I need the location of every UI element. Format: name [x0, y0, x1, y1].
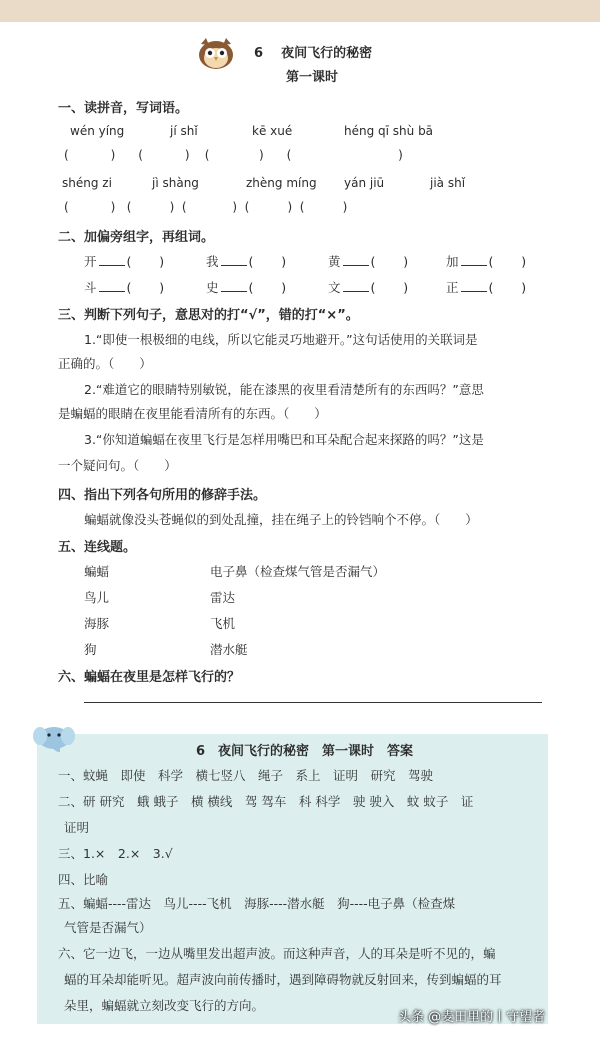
owl-icon	[196, 36, 236, 70]
q2-line2: 是蝙蝠的眼睛在夜里能看清所有的东西。（ ）	[58, 406, 327, 421]
pinyin-5: shéng zi	[62, 176, 112, 190]
answer-6-cont1: 蝠的耳朵却能听见。超声波向前传播时，遇到障碍物就反射回来，传到蝙蝠的耳	[64, 972, 502, 987]
top-banner	[0, 0, 600, 22]
q3-line2: 一个疑问句。（ ）	[58, 458, 177, 473]
section-5-title: 五、连线题。	[58, 540, 137, 555]
pinyin-2: jí shǐ	[170, 124, 198, 138]
elephant-icon	[32, 722, 76, 752]
q3-line1: 3.“你知道蝙蝠在夜里飞行是怎样用嘴巴和耳朵配合起来探路的吗？”这是	[84, 432, 484, 447]
section-1-title: 一、读拼音，写词语。	[58, 101, 189, 116]
pinyin-8: yán jiū	[344, 176, 385, 190]
answer-5-cont: 气管是否漏气）	[64, 920, 152, 935]
match-left-4: 狗	[84, 642, 97, 657]
section-3-title: 三、判断下列句子，意思对的打“√”，错的打“×”。	[58, 308, 359, 323]
answer-line	[84, 702, 542, 703]
radical-item-7: 文 ( )	[328, 280, 409, 295]
radical-item-4: 加 ( )	[446, 254, 527, 269]
match-left-2: 鸟儿	[84, 590, 110, 605]
radical-item-1: 开 ( )	[84, 254, 165, 269]
pinyin-4: héng qī shù bā	[344, 124, 434, 138]
answer-3: 三、1.× 2.× 3.√	[58, 846, 173, 861]
blank-paren-row1: ( ) ( ) ( ) ( )	[64, 148, 403, 162]
match-left-3: 海豚	[84, 616, 110, 631]
radical-item-6: 史 ( )	[206, 280, 287, 295]
rhetoric-sentence: 蝙蝠就像没头苍蝇似的到处乱撞，挂在绳子上的铃铛响个不停。（ ）	[84, 512, 478, 527]
radical-item-8: 正 ( )	[446, 280, 527, 295]
pinyin-1: wén yíng	[70, 124, 125, 138]
answer-5: 五、蝙蝠----雷达 鸟儿----飞机 海豚----潜水艇 狗----电子鼻（检查煤	[58, 896, 456, 911]
section-6-title: 六、蝙蝠在夜里是怎样飞行的？	[58, 670, 241, 685]
lesson-subtitle: 第一课时	[286, 70, 339, 85]
pinyin-6: jì shàng	[152, 176, 199, 190]
radical-item-3: 黄 ( )	[328, 254, 409, 269]
match-right-4: 潜水艇	[210, 642, 248, 657]
answer-6-cont2: 朵里，蝙蝠就立刻改变飞行的方向。	[64, 998, 265, 1013]
answer-6: 六、它一边飞，一边从嘴里发出超声波。而这种声音，人的耳朵是听不见的，蝙	[58, 946, 496, 961]
q2-line1: 2.“难道它的眼睛特别敏锐，能在漆黑的夜里看清楚所有的东西吗？”意思	[84, 382, 484, 397]
pinyin-9: jià shǐ	[430, 176, 466, 190]
answer-1: 一、蚊蝇 即使 科学 横七竖八 绳子 系上 证明 研究 驾驶	[58, 768, 434, 783]
match-right-3: 飞机	[210, 616, 236, 631]
pinyin-7: zhèng míng	[246, 176, 317, 190]
answer-2-cont: 证明	[64, 820, 90, 835]
blank-paren-row2: ( ) ( ) ( ) ( ) ( )	[64, 200, 348, 214]
q1-line2: 正确的。（ ）	[58, 356, 152, 371]
radical-item-2: 我 ( )	[206, 254, 287, 269]
answer-4: 四、比喻	[58, 872, 109, 887]
section-2-title: 二、加偏旁组字，再组词。	[58, 230, 215, 245]
lesson-number: 6	[254, 46, 264, 61]
pinyin-3: kē xué	[252, 124, 293, 138]
answer-heading: 6 夜间飞行的秘密 第一课时 答案	[196, 744, 414, 759]
radical-item-5: 斗 ( )	[84, 280, 165, 295]
lesson-title: 夜间飞行的秘密	[281, 46, 373, 61]
q1-line1: 1.“即使一根极细的电线，所以它能灵巧地避开。”这句话使用的关联词是	[84, 332, 478, 347]
section-4-title: 四、指出下列各句所用的修辞手法。	[58, 488, 267, 503]
answer-2: 二、研 研究 蛾 蛾子 横 横线 驾 驾车 科 科学 驶 驶入 蚊 蚊子 证	[58, 794, 474, 809]
match-right-1: 电子鼻（检查煤气管是否漏气）	[210, 564, 386, 579]
watermark-text: 头条 @麦田里的丨守望者	[398, 1010, 546, 1025]
match-left-1: 蝙蝠	[84, 564, 110, 579]
match-right-2: 雷达	[210, 590, 236, 605]
